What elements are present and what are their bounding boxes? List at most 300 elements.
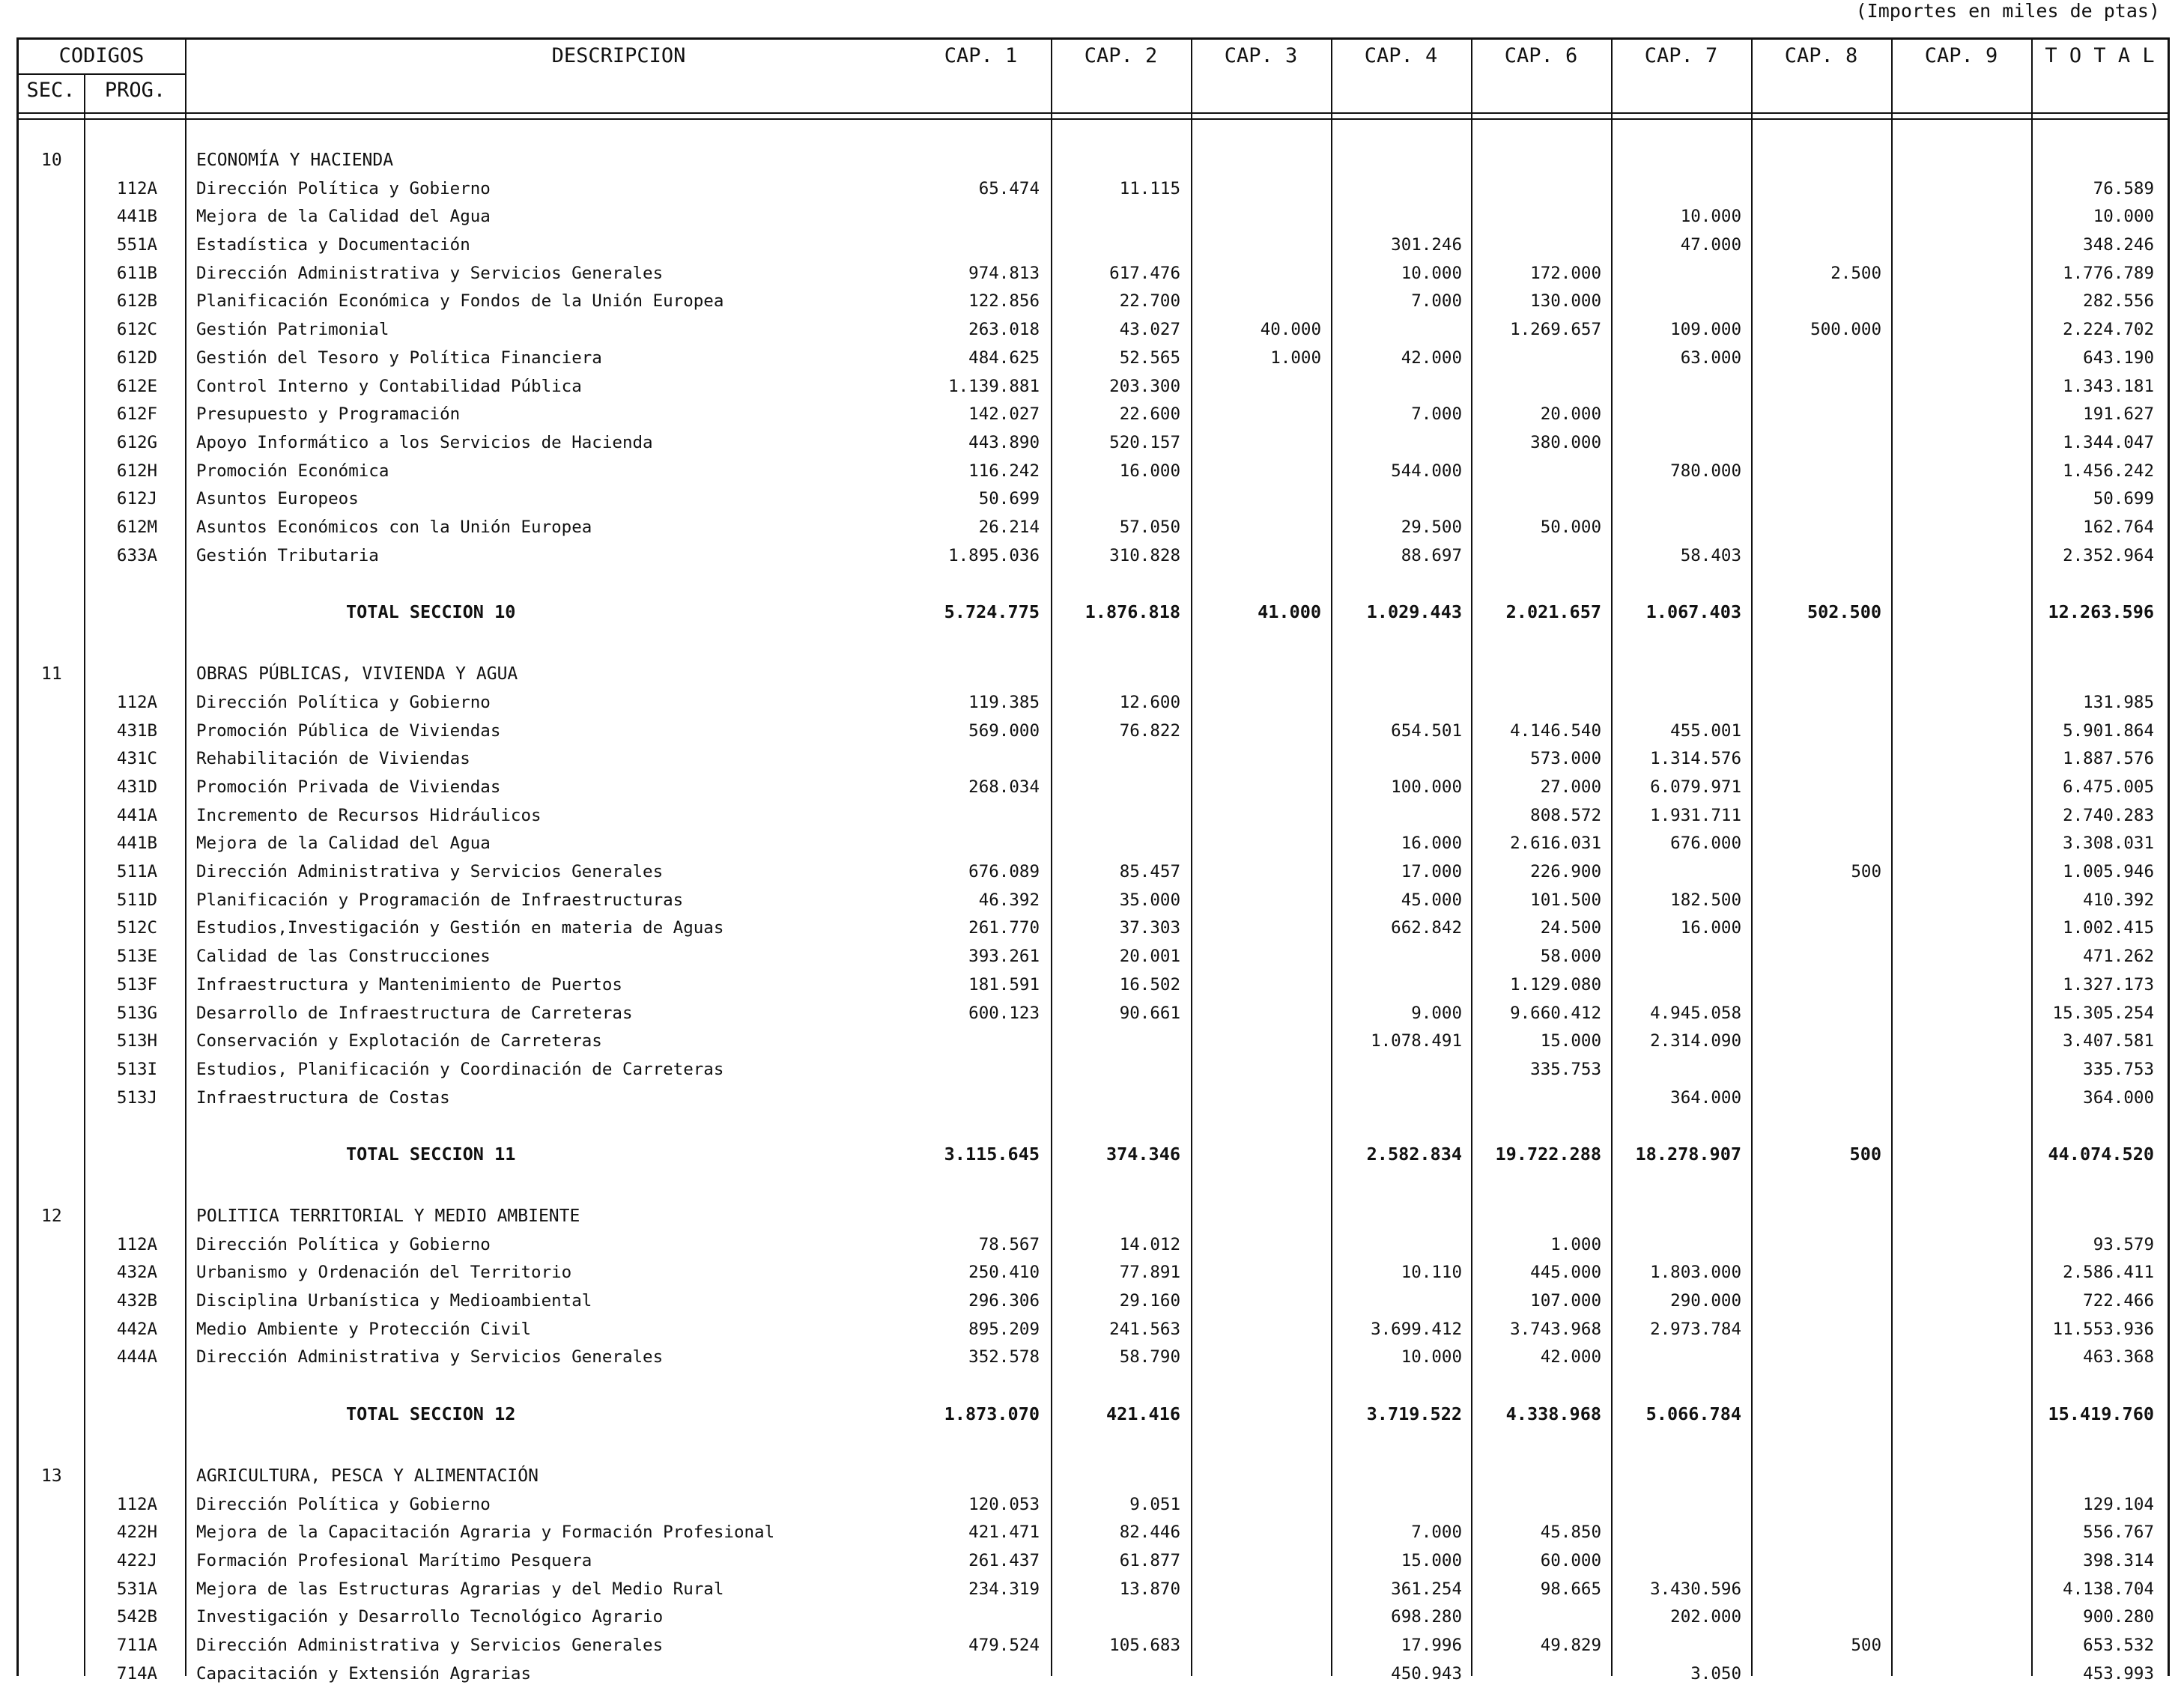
cap7-value: 2.973.784 (1650, 1320, 1741, 1339)
table-row (0, 774, 2184, 801)
description: Calidad de las Construcciones (196, 947, 491, 966)
cap6-value: 98.665 (1540, 1579, 1601, 1599)
description: Disciplina Urbanística y Medioambiental (196, 1291, 592, 1311)
cap1-value: 1.139.881 (948, 377, 1040, 396)
cap2-value: 22.600 (1119, 404, 1180, 424)
cap1-value: 5.724.775 (944, 601, 1040, 622)
cap4-value: 544.000 (1391, 461, 1462, 481)
total-value: 2.352.964 (2063, 546, 2154, 565)
cap4-value: 17.996 (1401, 1636, 1462, 1655)
total-value: 10.000 (2093, 207, 2154, 226)
header-cap1: CAP. 1 (944, 44, 1018, 67)
cap1-value: 296.306 (968, 1291, 1040, 1311)
section-total-row (0, 1141, 2184, 1168)
total-value: 643.190 (2083, 348, 2154, 368)
cap7-value: 290.000 (1670, 1291, 1741, 1311)
table-row (0, 1000, 2184, 1027)
table-row (0, 943, 2184, 971)
description: Mejora de la Calidad del Agua (196, 207, 491, 226)
cap4-value: 301.246 (1391, 235, 1462, 255)
cap7-value: 109.000 (1670, 320, 1741, 339)
cap6-value: 445.000 (1530, 1263, 1601, 1282)
header-sec: SEC. (26, 79, 76, 102)
cap7-value: 3.430.596 (1650, 1579, 1741, 1599)
cap1-value: 263.018 (968, 320, 1040, 339)
total-value: 463.368 (2083, 1347, 2154, 1367)
section-code: 13 (41, 1466, 62, 1486)
total-value: 410.392 (2083, 890, 2154, 910)
description: Desarrollo de Infraestructura de Carreteras (196, 1004, 633, 1023)
cap4-value: 17.000 (1401, 862, 1462, 881)
cap8-value: 500 (1851, 862, 1881, 881)
total-value: 1.344.047 (2063, 433, 2154, 452)
description: Promoción Económica (196, 461, 389, 481)
cap7-value: 182.500 (1670, 890, 1741, 910)
table-row (0, 858, 2184, 886)
table-row (0, 689, 2184, 717)
codigos-underline (18, 73, 185, 75)
cap7-value: 676.000 (1670, 834, 1741, 853)
cap2-value: 76.822 (1119, 721, 1180, 741)
cap7-value: 58.403 (1680, 546, 1741, 565)
program-code: 612F (116, 404, 158, 424)
total-value: 50.699 (2093, 489, 2154, 508)
cap7-value: 5.066.784 (1645, 1403, 1741, 1424)
table-row (0, 288, 2184, 315)
total-value: 93.579 (2093, 1235, 2154, 1254)
table-row (0, 971, 2184, 999)
cap4-value: 3.719.522 (1366, 1403, 1462, 1424)
total-value: 2.224.702 (2063, 320, 2154, 339)
cap8-value: 500 (1851, 1636, 1881, 1655)
table-row (0, 458, 2184, 485)
cap7-value: 1.067.403 (1645, 601, 1741, 622)
table-row (0, 1259, 2184, 1287)
cap2-value: 16.000 (1119, 461, 1180, 481)
description: Asuntos Económicos con la Unión Europea (196, 517, 592, 537)
cap2-value: 52.565 (1119, 348, 1180, 368)
cap7-value: 16.000 (1680, 918, 1741, 938)
cap6-value: 808.572 (1530, 806, 1601, 825)
cap1-value: 181.591 (968, 975, 1040, 995)
cap1-value: 393.261 (968, 947, 1040, 966)
description: Incremento de Recursos Hidráulicos (196, 806, 542, 825)
cap6-value: 573.000 (1530, 749, 1601, 768)
program-code: 441B (116, 207, 158, 226)
program-code: 432A (116, 1263, 158, 1282)
cap2-value: 203.300 (1109, 377, 1180, 396)
cap1-value: 421.471 (968, 1522, 1040, 1542)
table-row (0, 485, 2184, 513)
total-value: 44.074.520 (2048, 1144, 2154, 1165)
cap4-value: 361.254 (1391, 1579, 1462, 1599)
cap2-value: 12.600 (1119, 693, 1180, 712)
cap6-value: 9.660.412 (1510, 1004, 1601, 1023)
cap6-value: 335.753 (1530, 1060, 1601, 1079)
header-cap6: CAP. 6 (1504, 44, 1578, 67)
table-row (0, 542, 2184, 570)
cap4-value: 662.842 (1391, 918, 1462, 938)
table-row (0, 887, 2184, 914)
total-value: 6.475.005 (2063, 777, 2154, 797)
table-row (0, 514, 2184, 541)
cap4-value: 100.000 (1391, 777, 1462, 797)
cap4-value: 42.000 (1401, 348, 1462, 368)
cap2-value: 241.563 (1109, 1320, 1180, 1339)
cap7-value: 1.803.000 (1650, 1263, 1741, 1282)
description: Formación Profesional Marítimo Pesquera (196, 1551, 592, 1570)
total-value: 348.246 (2083, 235, 2154, 255)
program-code: 611B (116, 264, 158, 283)
cap1-value: 484.625 (968, 348, 1040, 368)
cap7-value: 364.000 (1670, 1088, 1741, 1108)
cap2-value: 57.050 (1119, 517, 1180, 537)
section-total-label: TOTAL SECCION 12 (346, 1403, 516, 1424)
header-cap9: CAP. 9 (1924, 44, 1998, 67)
description: Infraestructura y Mantenimiento de Puertos (196, 975, 622, 995)
total-value: 3.407.581 (2063, 1031, 2154, 1051)
cap2-value: 58.790 (1119, 1347, 1180, 1367)
cap7-value: 2.314.090 (1650, 1031, 1741, 1051)
header-cap4: CAP. 4 (1364, 44, 1438, 67)
table-row (0, 1316, 2184, 1344)
cap2-value: 105.683 (1109, 1636, 1180, 1655)
cap2-value: 29.160 (1119, 1291, 1180, 1311)
program-code: 513G (116, 1004, 158, 1023)
description: Urbanismo y Ordenación del Territorio (196, 1263, 572, 1282)
total-value: 900.280 (2083, 1607, 2154, 1627)
cap2-value: 77.891 (1119, 1263, 1180, 1282)
total-value: 1.456.242 (2063, 461, 2154, 481)
cap6-value: 45.850 (1540, 1522, 1601, 1542)
section-header-row (0, 147, 2184, 174)
program-code: 513J (116, 1088, 158, 1108)
cap1-value: 250.410 (968, 1263, 1040, 1282)
description: ECONOMÍA Y HACIENDA (196, 151, 394, 170)
total-value: 471.262 (2083, 947, 2154, 966)
cap2-value: 14.012 (1119, 1235, 1180, 1254)
cap6-value: 19.722.288 (1495, 1144, 1601, 1165)
cap1-value: 116.242 (968, 461, 1040, 481)
program-code: 513F (116, 975, 158, 995)
program-code: 633A (116, 546, 158, 565)
cap1-value: 600.123 (968, 1004, 1040, 1023)
total-value: 722.466 (2083, 1291, 2154, 1311)
cap3-value: 41.000 (1258, 601, 1321, 622)
cap7-value: 6.079.971 (1650, 777, 1741, 797)
cap2-value: 16.502 (1119, 975, 1180, 995)
program-code: 422J (116, 1551, 158, 1570)
description: Asuntos Europeos (196, 489, 359, 508)
program-code: 612M (116, 517, 158, 537)
cap2-value: 20.001 (1119, 947, 1180, 966)
total-value: 1.005.946 (2063, 862, 2154, 881)
description: Mejora de las Estructuras Agrarias y del Medio Rural (196, 1579, 724, 1599)
program-code: 612C (116, 320, 158, 339)
cap1-value: 46.392 (978, 890, 1040, 910)
cap6-value: 107.000 (1530, 1291, 1601, 1311)
program-code: 612D (116, 348, 158, 368)
cap1-value: 65.474 (978, 179, 1040, 198)
program-code: 551A (116, 235, 158, 255)
cap4-value: 7.000 (1411, 1522, 1462, 1542)
cap6-value: 1.000 (1550, 1235, 1601, 1254)
cap1-value: 569.000 (968, 721, 1040, 741)
section-header-row (0, 1203, 2184, 1230)
cap6-value: 49.829 (1540, 1636, 1601, 1655)
cap6-value: 27.000 (1540, 777, 1601, 797)
total-value: 453.993 (2083, 1664, 2154, 1684)
cap6-value: 2.021.657 (1505, 601, 1601, 622)
cap6-value: 3.743.968 (1510, 1320, 1601, 1339)
program-code: 513H (116, 1031, 158, 1051)
header-cap8: CAP. 8 (1784, 44, 1858, 67)
cap1-value: 261.770 (968, 918, 1040, 938)
description: Dirección Política y Gobierno (196, 179, 491, 198)
cap1-value: 895.209 (968, 1320, 1040, 1339)
total-value: 1.343.181 (2063, 377, 2154, 396)
description: Gestión Patrimonial (196, 320, 389, 339)
section-header-row (0, 661, 2184, 688)
cap8-value: 500.000 (1810, 320, 1881, 339)
description: Mejora de la Capacitación Agraria y Formación Profesional (196, 1522, 775, 1542)
table-row (0, 373, 2184, 401)
table-row (0, 717, 2184, 745)
header-bottom-rule-2 (18, 118, 2168, 120)
total-value: 1.887.576 (2063, 749, 2154, 768)
cap1-value: 26.214 (978, 517, 1040, 537)
total-value: 1.327.173 (2063, 975, 2154, 995)
table-row (0, 429, 2184, 457)
cap1-value: 974.813 (968, 264, 1040, 283)
cap6-value: 50.000 (1540, 517, 1601, 537)
description: Estudios, Planificación y Coordinación de Carreteras (196, 1060, 724, 1079)
cap1-value: 1.895.036 (948, 546, 1040, 565)
cap2-value: 374.346 (1105, 1144, 1180, 1165)
amount-units-note: (Importes en miles de ptas) (1855, 0, 2160, 22)
cap7-value: 1.314.576 (1650, 749, 1741, 768)
cap7-value: 202.000 (1670, 1607, 1741, 1627)
total-value: 364.000 (2083, 1088, 2154, 1108)
cap4-value: 16.000 (1401, 834, 1462, 853)
cap4-value: 2.582.834 (1366, 1144, 1462, 1165)
cap2-value: 82.446 (1119, 1522, 1180, 1542)
program-code: 112A (116, 1495, 158, 1514)
cap2-value: 421.416 (1105, 1403, 1180, 1424)
table-row (0, 1660, 2184, 1688)
table-row (0, 1056, 2184, 1084)
header-bottom-rule (18, 112, 2168, 114)
cap7-value: 1.931.711 (1650, 806, 1741, 825)
program-code: 431C (116, 749, 158, 768)
cap6-value: 24.500 (1540, 918, 1601, 938)
cap6-value: 42.000 (1540, 1347, 1601, 1367)
description: Presupuesto y Programación (196, 404, 461, 424)
cap2-value: 1.876.818 (1085, 601, 1180, 622)
cap4-value: 10.000 (1401, 264, 1462, 283)
cap6-value: 4.338.968 (1505, 1403, 1601, 1424)
total-value: 282.556 (2083, 291, 2154, 311)
description: Estudios,Investigación y Gestión en materia de Aguas (196, 918, 724, 938)
cap4-value: 450.943 (1391, 1664, 1462, 1684)
total-value: 15.419.760 (2048, 1403, 2154, 1424)
cap3-value: 1.000 (1270, 348, 1321, 368)
cap6-value: 20.000 (1540, 404, 1601, 424)
cap2-value: 310.828 (1109, 546, 1180, 565)
description: Capacitación y Extensión Agrarias (196, 1664, 532, 1684)
cap6-value: 380.000 (1530, 433, 1601, 452)
description: Dirección Administrativa y Servicios Generales (196, 862, 664, 881)
program-code: 612B (116, 291, 158, 311)
program-code: 612H (116, 461, 158, 481)
program-code: 512C (116, 918, 158, 938)
table-row (0, 1344, 2184, 1371)
total-value: 2.586.411 (2063, 1263, 2154, 1282)
program-code: 422H (116, 1522, 158, 1542)
program-code: 711A (116, 1636, 158, 1655)
cap4-value: 1.078.491 (1371, 1031, 1462, 1051)
cap1-value: 676.089 (968, 862, 1040, 881)
description: Apoyo Informático a los Servicios de Hacienda (196, 433, 653, 452)
cap2-value: 11.115 (1119, 179, 1180, 198)
total-value: 76.589 (2093, 179, 2154, 198)
description: Planificación Económica y Fondos de la Unión Europea (196, 291, 724, 311)
cap1-value: 122.856 (968, 291, 1040, 311)
cap6-value: 15.000 (1540, 1031, 1601, 1051)
program-code: 441B (116, 834, 158, 853)
cap4-value: 29.500 (1401, 517, 1462, 537)
cap1-value: 142.027 (968, 404, 1040, 424)
cap4-value: 698.280 (1391, 1607, 1462, 1627)
cap2-value: 9.051 (1129, 1495, 1180, 1514)
cap6-value: 1.129.080 (1510, 975, 1601, 995)
table-row (0, 914, 2184, 942)
description: Infraestructura de Costas (196, 1088, 450, 1108)
cap4-value: 1.029.443 (1366, 601, 1462, 622)
program-code: 442A (116, 1320, 158, 1339)
program-code: 531A (116, 1579, 158, 1599)
cap7-value: 780.000 (1670, 461, 1741, 481)
description: Control Interno y Contabilidad Pública (196, 377, 582, 396)
header-descripcion: DESCRIPCION (551, 44, 686, 67)
program-code: 542B (116, 1607, 158, 1627)
total-value: 129.104 (2083, 1495, 2154, 1514)
cap1-value: 268.034 (968, 777, 1040, 797)
cap1-value: 443.890 (968, 433, 1040, 452)
cap2-value: 35.000 (1119, 890, 1180, 910)
table-row (0, 745, 2184, 773)
description: Rehabilitación de Viviendas (196, 749, 470, 768)
table-row (0, 1603, 2184, 1631)
section-code: 12 (41, 1206, 62, 1226)
header-prog: PROG. (104, 79, 166, 102)
cap7-value: 18.278.907 (1635, 1144, 1741, 1165)
description: Planificación y Programación de Infraestructuras (196, 890, 684, 910)
cap2-value: 13.870 (1119, 1579, 1180, 1599)
description: Promoción Privada de Viviendas (196, 777, 501, 797)
cap3-value: 40.000 (1260, 320, 1321, 339)
cap4-value: 10.110 (1401, 1263, 1462, 1282)
total-value: 162.764 (2083, 517, 2154, 537)
cap1-value: 352.578 (968, 1347, 1040, 1367)
cap7-value: 63.000 (1680, 348, 1741, 368)
table-row (0, 1084, 2184, 1112)
description: Dirección Administrativa y Servicios Generales (196, 1347, 664, 1367)
header-total: T O T A L (2045, 44, 2155, 67)
section-total-row (0, 1400, 2184, 1428)
program-code: 112A (116, 179, 158, 198)
section-total-row (0, 598, 2184, 626)
total-value: 4.138.704 (2063, 1579, 2154, 1599)
header-cap2: CAP. 2 (1084, 44, 1158, 67)
cap1-value: 3.115.645 (944, 1144, 1040, 1165)
cap6-value: 101.500 (1530, 890, 1601, 910)
header-codigos: CODIGOS (58, 44, 145, 67)
table-row (0, 1287, 2184, 1315)
cap6-value: 130.000 (1530, 291, 1601, 311)
cap2-value: 37.303 (1119, 918, 1180, 938)
cap1-value: 261.437 (968, 1551, 1040, 1570)
cap7-value: 4.945.058 (1650, 1004, 1741, 1023)
cap6-value: 1.269.657 (1510, 320, 1601, 339)
header-cap3: CAP. 3 (1224, 44, 1298, 67)
section-total-label: TOTAL SECCION 10 (346, 601, 516, 622)
total-value: 398.314 (2083, 1551, 2154, 1570)
table-row (0, 1547, 2184, 1575)
table-row (0, 1231, 2184, 1259)
program-code: 612G (116, 433, 158, 452)
cap4-value: 9.000 (1411, 1004, 1462, 1023)
description: Mejora de la Calidad del Agua (196, 834, 491, 853)
table-row (0, 401, 2184, 428)
cap1-value: 50.699 (978, 489, 1040, 508)
program-code: 513I (116, 1060, 158, 1079)
section-total-label: TOTAL SECCION 11 (346, 1144, 516, 1165)
cap2-value: 22.700 (1119, 291, 1180, 311)
cap4-value: 15.000 (1401, 1551, 1462, 1570)
description: Gestión Tributaria (196, 546, 379, 565)
program-code: 432B (116, 1291, 158, 1311)
cap4-value: 7.000 (1411, 291, 1462, 311)
total-value: 653.532 (2083, 1636, 2154, 1655)
cap1-value: 479.524 (968, 1636, 1040, 1655)
cap6-value: 2.616.031 (1510, 834, 1601, 853)
cap6-value: 172.000 (1530, 264, 1601, 283)
total-value: 1.002.415 (2063, 918, 2154, 938)
cap2-value: 43.027 (1119, 320, 1180, 339)
program-code: 431B (116, 721, 158, 741)
description: Investigación y Desarrollo Tecnológico Agrario (196, 1607, 664, 1627)
section-code: 11 (41, 664, 62, 684)
description: AGRICULTURA, PESCA Y ALIMENTACIÓN (196, 1466, 539, 1486)
cap8-value: 500 (1849, 1144, 1881, 1165)
program-code: 444A (116, 1347, 158, 1367)
program-code: 612J (116, 489, 158, 508)
cap4-value: 10.000 (1401, 1347, 1462, 1367)
description: Dirección Administrativa y Servicios Generales (196, 264, 664, 283)
table-row (0, 830, 2184, 857)
cap6-value: 60.000 (1540, 1551, 1601, 1570)
description: OBRAS PÚBLICAS, VIVIENDA Y AGUA (196, 664, 518, 684)
program-code: 513E (116, 947, 158, 966)
program-code: 511A (116, 862, 158, 881)
program-code: 612E (116, 377, 158, 396)
total-value: 11.553.936 (2052, 1320, 2154, 1339)
total-value: 335.753 (2083, 1060, 2154, 1079)
cap4-value: 654.501 (1391, 721, 1462, 741)
cap6-value: 4.146.540 (1510, 721, 1601, 741)
cap4-value: 7.000 (1411, 404, 1462, 424)
